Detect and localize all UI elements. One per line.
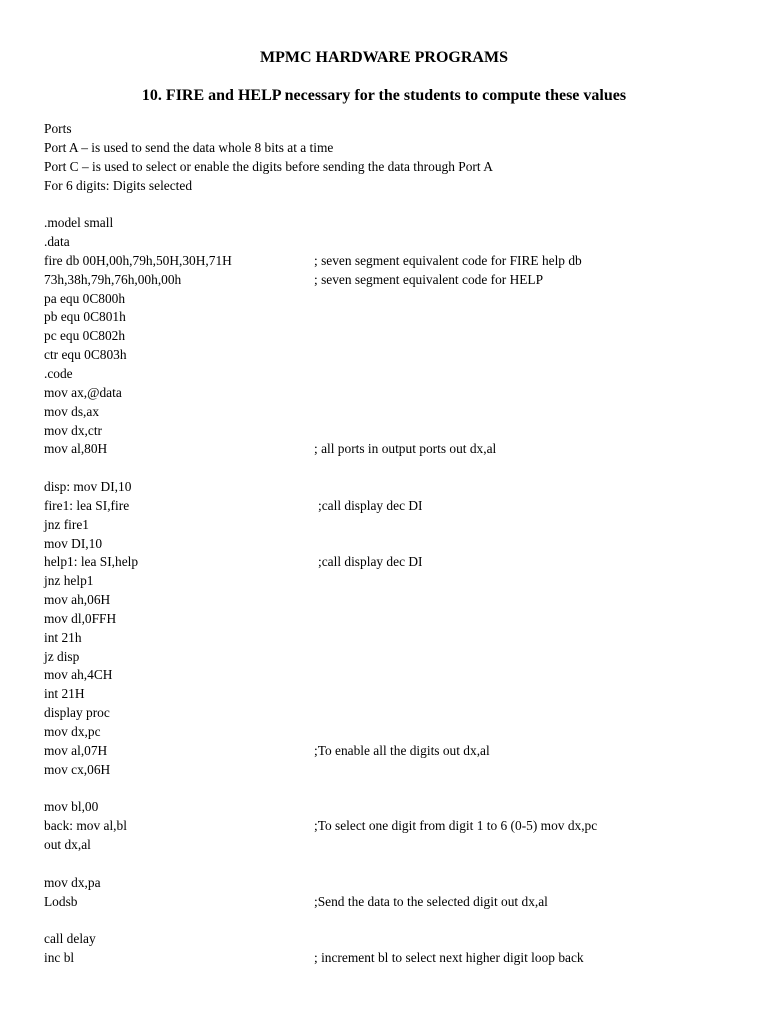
- code-line: [44, 893, 744, 912]
- code-line: [44, 610, 744, 629]
- code-text: .model small: [44, 215, 114, 231]
- code-line: [44, 384, 744, 403]
- code-text: Lodsb: [44, 893, 78, 909]
- code-text: jnz help1: [44, 573, 94, 589]
- code-comment: ;Send the data to the selected digit out dx,al: [314, 893, 548, 909]
- program-heading: 10. FIRE and HELP necessary for the students to compute these values: [141, 87, 627, 104]
- code-text: ctr equ 0C803h: [44, 347, 127, 363]
- code-comment: ; increment bl to select next higher digit loop back: [314, 950, 584, 966]
- code-text: pb equ 0C801h: [44, 309, 126, 325]
- intro-text: Ports: [44, 121, 72, 136]
- code-comment: ; seven segment equivalent code for FIRE help db: [314, 252, 582, 268]
- code-text: mov DI,10: [44, 535, 103, 551]
- code-line: [44, 214, 744, 233]
- code-line: [44, 742, 744, 761]
- code-line: [44, 478, 744, 497]
- code-text: mov dx,ctr: [44, 422, 103, 438]
- code-comment: ; all ports in output ports out dx,al: [314, 441, 497, 457]
- code-text: back: mov al,bl: [44, 818, 127, 834]
- code-line: [44, 817, 744, 836]
- code-text: jz disp: [44, 648, 80, 664]
- code-comment: ;To select one digit from digit 1 to 6 (0-5) mov dx,pc: [314, 818, 598, 834]
- blank-line: [44, 855, 744, 874]
- code-comment: ;call display dec DI: [318, 554, 423, 570]
- code-comment: ;call display dec DI: [318, 497, 423, 513]
- code-line: [44, 629, 744, 648]
- code-comment: ; seven segment equivalent code for HELP: [314, 271, 544, 287]
- intro-text: Port C – is used to select or enable the digits before sending the data through Port A: [44, 158, 493, 174]
- code-line: [44, 723, 744, 742]
- code-text: mov ax,@data: [44, 384, 122, 400]
- intro-line: [44, 139, 744, 158]
- code-text: mov ah,06H: [44, 592, 111, 608]
- blank-line: [44, 459, 744, 478]
- code-line: [44, 572, 744, 591]
- code-text: int 21h: [44, 629, 82, 645]
- code-text: mov dx,pa: [44, 874, 101, 890]
- code-text: disp: mov DI,10: [44, 479, 132, 495]
- code-line: [44, 346, 744, 365]
- code-line: [44, 440, 744, 459]
- code-text: mov bl,00: [44, 799, 99, 815]
- code-line: [44, 422, 744, 441]
- code-text: inc bl: [44, 950, 75, 966]
- code-line: [44, 233, 744, 252]
- code-line: [44, 553, 744, 572]
- intro-line: [44, 158, 744, 177]
- code-text: mov cx,06H: [44, 761, 111, 777]
- code-text: .data: [44, 234, 70, 250]
- code-line: [44, 704, 744, 723]
- document-body: [44, 120, 744, 968]
- code-text: pc equ 0C802h: [44, 328, 126, 344]
- intro-line: [44, 120, 744, 139]
- blank-line: [44, 911, 744, 930]
- code-line: [44, 949, 744, 968]
- code-text: mov dx,pc: [44, 724, 101, 739]
- code-text: jnz fire1: [44, 516, 89, 532]
- code-line: [44, 874, 744, 893]
- code-line: [44, 308, 744, 327]
- code-line: [44, 290, 744, 309]
- intro-text: For 6 digits: Digits selected: [44, 177, 193, 193]
- code-line: [44, 930, 744, 949]
- code-text: fire db 00H,00h,79h,50H,30H,71H: [44, 252, 232, 268]
- code-line: [44, 252, 744, 271]
- code-text: .code: [44, 365, 73, 381]
- code-line: [44, 648, 744, 667]
- code-text: call delay: [44, 931, 96, 947]
- code-comment: ;To enable all the digits out dx,al: [314, 742, 490, 758]
- blank-line: [44, 780, 744, 799]
- blank-line: [44, 195, 744, 214]
- code-line: [44, 497, 744, 516]
- code-line: [44, 271, 744, 290]
- code-line: [44, 327, 744, 346]
- code-line: [44, 365, 744, 384]
- code-line: [44, 798, 744, 817]
- code-line: [44, 535, 744, 554]
- code-text: int 21H: [44, 686, 85, 702]
- code-line: [44, 685, 744, 704]
- code-text: mov ds,ax: [44, 403, 100, 419]
- code-line: [44, 516, 744, 535]
- code-text: mov ah,4CH: [44, 667, 113, 683]
- code-text: 73h,38h,79h,76h,00h,00h: [44, 271, 182, 287]
- code-line: [44, 591, 744, 610]
- code-text: fire1: lea SI,fire: [44, 497, 130, 513]
- code-text: out dx,al: [44, 837, 91, 853]
- code-line: [44, 836, 744, 855]
- code-line: [44, 761, 744, 780]
- code-text: pa equ 0C800h: [44, 290, 126, 306]
- code-line: [44, 403, 744, 422]
- code-text: mov dl,0FFH: [44, 610, 117, 626]
- code-text: mov al,80H: [44, 441, 108, 457]
- code-text: help1: lea SI,help: [44, 554, 139, 570]
- intro-text: Port A – is used to send the data whole 8 bits at a time: [44, 139, 334, 155]
- code-text: mov al,07H: [44, 742, 108, 758]
- code-line: [44, 666, 744, 685]
- intro-line: [44, 177, 744, 196]
- document-title: MPMC HARDWARE PROGRAMS: [260, 49, 508, 66]
- code-text: display proc: [44, 705, 110, 721]
